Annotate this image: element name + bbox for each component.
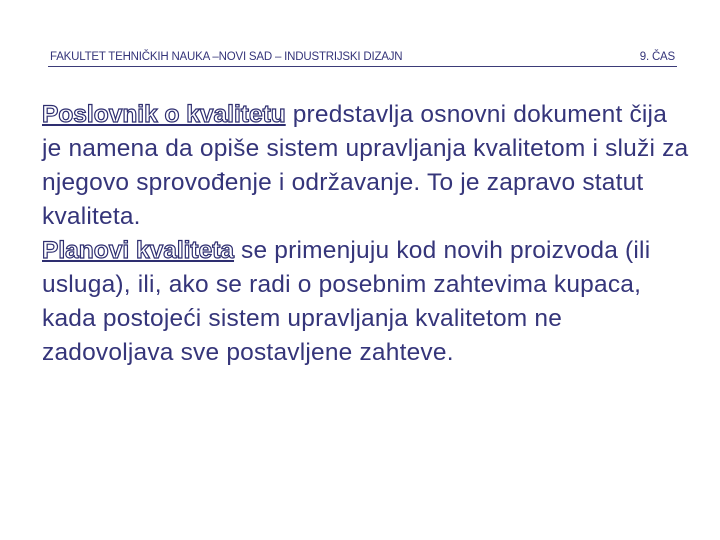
paragraph-poslovnik bbox=[42, 98, 692, 234]
paragraph-poslovnik-text: predstavlja osnovni dokument čija je namena da opiše sistem upravljanja kvalitetom i služi za njegovo sprovođenje i održavanje. To je zapravo statut kvaliteta. bbox=[42, 101, 689, 230]
header-institution: FAKULTET TEHNIČKIH NAUKA –NOVI SAD – INDUSTRIJSKI DIZAJN bbox=[50, 51, 403, 63]
slide-header bbox=[48, 50, 677, 67]
paragraph-planovi-text: se primenjuju kod novih proizvoda (ili usluga), ili, ako se radi o posebnim zahtevima kupaca, kada postojeći sistem upravljanja kvalitetom ne zadovoljava sve postavljene zahteve. bbox=[42, 237, 651, 366]
term-planovi: Planovi kvaliteta bbox=[42, 237, 235, 264]
term-poslovnik: Poslovnik o kvalitetu bbox=[42, 101, 286, 128]
header-lesson-number: 9. ČAS bbox=[639, 51, 675, 63]
paragraph-planovi bbox=[42, 234, 692, 370]
slide-body bbox=[42, 98, 692, 370]
